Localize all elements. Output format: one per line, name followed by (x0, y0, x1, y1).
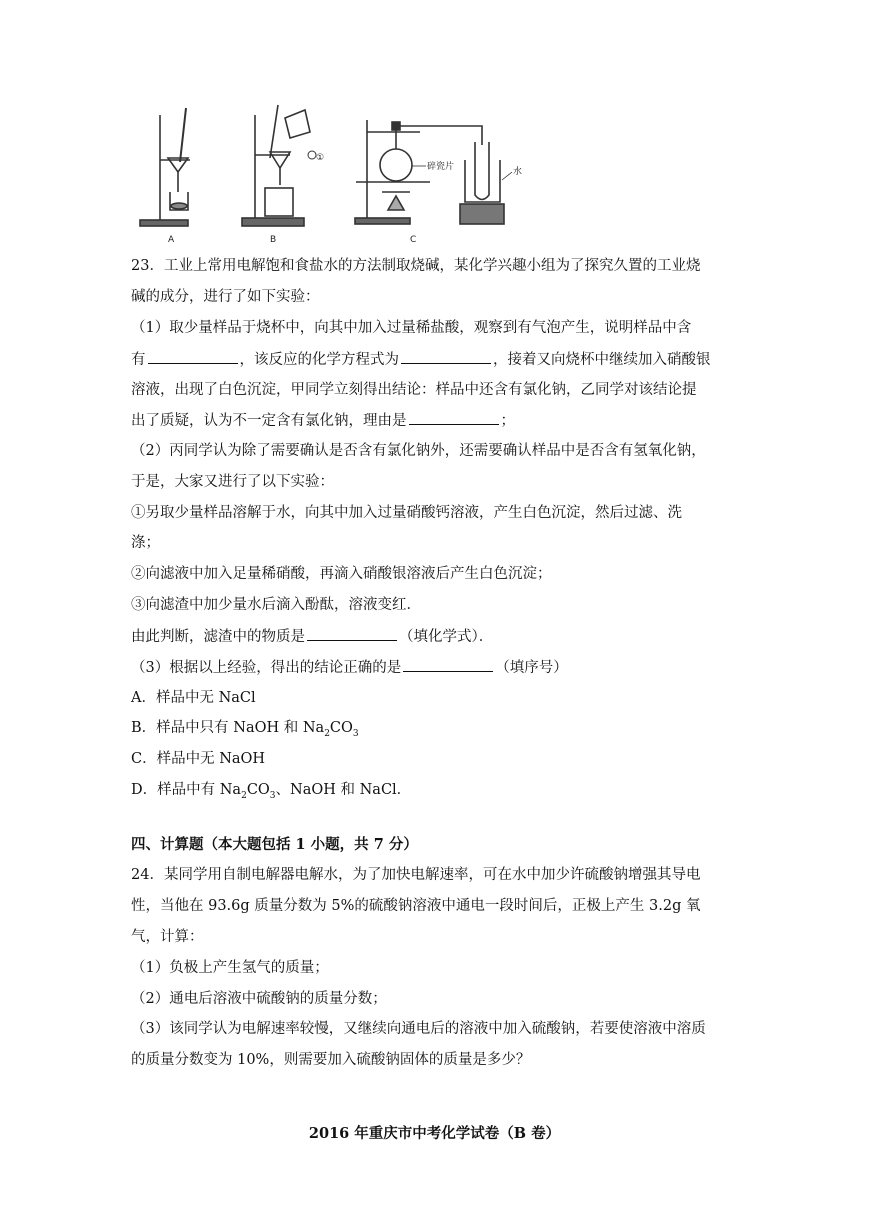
apparatus-figure (130, 100, 525, 250)
q24-part1: （1）负极上产生氢气的质量； (131, 960, 329, 976)
figure-label-a: A (168, 235, 175, 245)
q23-judgement (131, 626, 493, 647)
answer-blank-1[interactable] (148, 349, 238, 364)
q23-part3 (131, 657, 568, 678)
q23-step1-line-1: ①另取少量样品溶解于水，向其中加入过量硝酸钙溶液，产生白色沉淀，然后过滤、洗 (131, 505, 682, 521)
q23-option-b-co: CO (329, 720, 353, 736)
q23-stem-line-1: 23．工业上常用电解饱和食盐水的方法制取烧碱，某化学兴趣小组为了探究久置的工业烧 (131, 258, 701, 274)
q24-part3-line-1: （3）该同学认为电解速率较慢，又继续向通电后的溶液中加入硫酸钠，若要使溶液中溶质 (131, 1021, 706, 1037)
answer-blank-5[interactable] (403, 657, 493, 672)
apparatus-c (355, 120, 512, 224)
q23-step3: ③向滤渣中加少量水后滴入酚酞，溶液变红． (131, 597, 421, 613)
q23-part1-line-3: 溶液，出现了白色沉淀，甲同学立刻得出结论：样品中还含有氯化钠，乙同学对该结论提 (131, 382, 697, 398)
q23-option-d-tail: 、NaOH 和 NaCl． (275, 782, 412, 798)
q23-option-b-text: B．样品中只有 NaOH 和 Na (131, 720, 325, 736)
q23-option-b-sub1: 2 (324, 728, 330, 739)
q23-part2-line-1: （2）丙同学认为除了需要确认是否含有氯化钠外，还需要确认样品中是否含有氢氧化钠， (131, 443, 706, 459)
figure-annotation-water: 水 (513, 167, 523, 177)
q24-stem-line-3: 气，计算： (131, 929, 204, 945)
answer-blank-4[interactable] (307, 626, 397, 641)
q23-option-d (131, 780, 411, 806)
q24-part2: （2）通电后溶液中硫酸钠的质量分数； (131, 991, 387, 1007)
q23-part3-text-a: （3）根据以上经验，得出的结论正确的是 (131, 660, 402, 676)
q23-step1-line-2: 涤； (131, 535, 160, 551)
q24-stem-line-1: 24．某同学用自制电解器电解水，为了加快电解速率，可在水中加少许硫酸钠增强其导电 (131, 867, 701, 883)
q23-option-d-co: CO (246, 782, 270, 798)
q23-part3-text-b: （填序号） (495, 660, 568, 676)
q23-part2-line-2: 于是，大家又进行了以下实验： (131, 474, 334, 490)
apparatus-a (140, 108, 190, 226)
q23-part1-text-d: 出了质疑，认为不一定含有氯化钠，理由是 (131, 413, 407, 429)
apparatus-b (242, 105, 316, 226)
q23-judgement-text-b: （填化学式）． (399, 629, 494, 645)
q23-part1-line-2 (131, 349, 711, 370)
q23-step2: ②向滤液中加入足量稀硝酸，再滴入硝酸银溶液后产生白色沉淀； (131, 566, 552, 582)
exam-title: 2016 年重庆市中考化学试卷（B 卷） (308, 1125, 561, 1142)
q23-option-a: A．样品中无 NaCl (131, 690, 256, 706)
q23-option-c: C．样品中无 NaOH (131, 751, 266, 767)
q24-stem-line-2: 性，当他在 93.6g 质量分数为 5%的硫酸钠溶液中通电一段时间后，正极上产生 3.2g 氧 (131, 898, 701, 914)
answer-blank-3[interactable] (409, 410, 499, 425)
figure-label-b: B (270, 235, 277, 245)
q23-part1-text-c: ，接着又向烧杯中继续加入硝酸银 (493, 352, 711, 368)
q23-option-d-sub2: 3 (269, 790, 276, 801)
answer-blank-2[interactable] (401, 349, 491, 364)
q24-part3-line-2: 的质量分数变为 10%，则需要加入硫酸钠固体的质量是多少？ (131, 1052, 531, 1068)
q23-stem-line-2: 碱的成分，进行了如下实验： (131, 289, 320, 305)
q23-option-b (131, 718, 359, 744)
q23-part1-text-e: ； (500, 413, 515, 429)
figure-label-c: C (410, 235, 417, 245)
q23-option-d-text: D．样品中有 Na (131, 782, 242, 798)
q23-part1-line-4 (131, 410, 515, 431)
q23-option-b-sub2: 3 (352, 728, 359, 739)
q23-option-d-sub1: 2 (241, 790, 247, 801)
q23-part1-text-a: 有 (131, 352, 146, 368)
figure-annotation-circle-1: ① (316, 153, 325, 163)
q23-judgement-text-a: 由此判断，滤渣中的物质是 (131, 629, 305, 645)
q23-part1-line-1: （1）取少量样品于烧杯中，向其中加入过量稀盐酸，观察到有气泡产生，说明样品中含 (131, 320, 692, 336)
section-4-heading: 四、计算题（本大题包括 1 小题，共 7 分） (131, 836, 418, 853)
q23-part1-text-b: ，该反应的化学方程式为 (239, 352, 399, 368)
figure-annotation-porcelain: 碎瓷片 (427, 162, 455, 172)
